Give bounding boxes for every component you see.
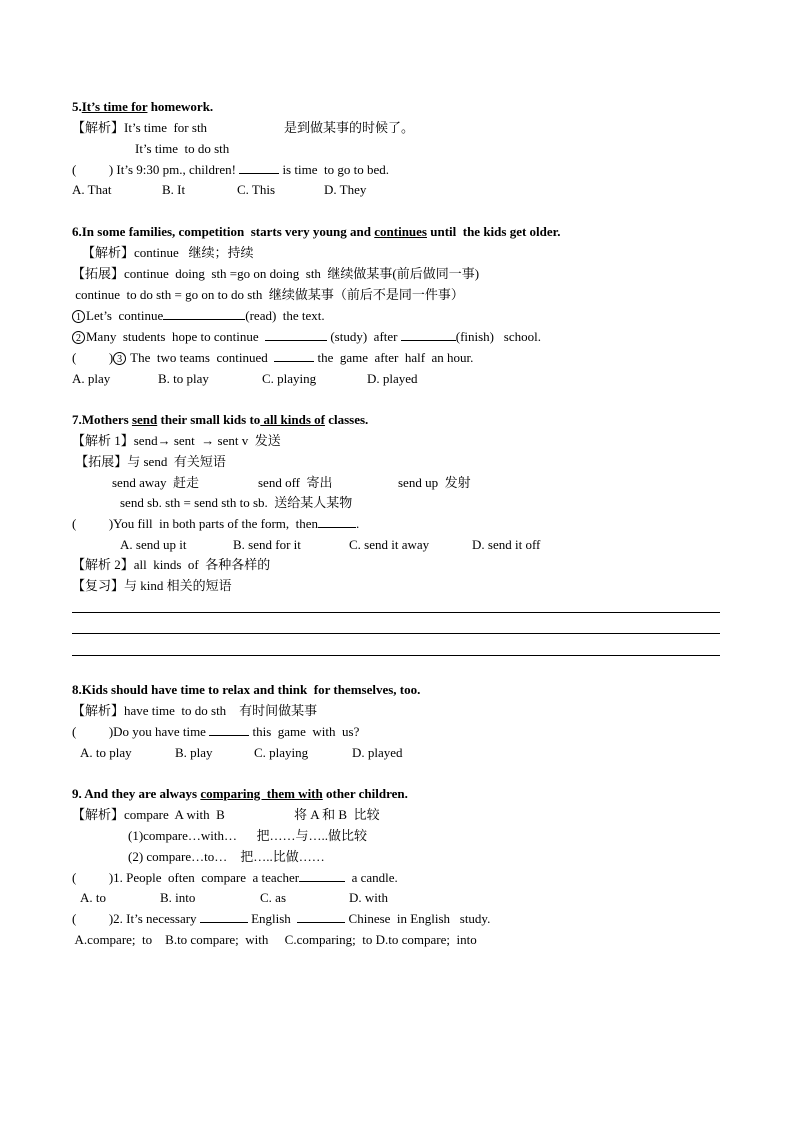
s6-extension-2: continue to do sth = go on to do sth 继续做某事（前后不是同一件事）: [72, 287, 464, 302]
s5-analysis-line2: It’s time to do sth: [135, 141, 230, 156]
s5-title: 5.It’s time for homework.: [72, 99, 214, 114]
s9-phrase-1: (1)compare…with… 把……与…..做比较: [128, 828, 368, 843]
answer-blank[interactable]: [401, 329, 456, 341]
s9-q2-options: A.compare; to B.to compare; with C.comparing; to D.to compare; into: [72, 932, 477, 947]
answer-blank[interactable]: [299, 870, 345, 882]
answer-blank[interactable]: [274, 350, 314, 362]
s6-title: 6.In some families, competition starts very young and continues until the kids get older.: [72, 224, 561, 239]
writing-line[interactable]: [72, 655, 720, 656]
worksheet-page: 5.It’s time for homework. 【解析】It’s time for sth 是到做某事的时候了。 It’s time to do sth ( ) It’s 9:30 pm., children! is time to go to bed. A. That B. It C. This D. They 6.In some families, competition starts very young and continues until the kids get older. 【解析】continue 继续；持续 【拓展】continue doing sth =go on doing sth 继续做某事(前后做同一事) continue to do sth = go on to do sth 继续做某事（前后不是同一件事） 1 Let’s continue (read) the text. 2 Many students hope to continue (study) after (finish) school. ( ) 3 The two teams continued the game after half an hour. A. play B. to play C. playing D. played 7.Mothers send their small kids to all kinds of classes. 【解析 1】send→ sent → sent v 发送 【拓展】与 send 有关短语 send away 赶走 send off 寄出 send up 发射 send sb. sth = send sth to sb. 送给某人某物 ( )You fill in both parts of the form, then . A. send up it B. send for it C. send it away D. send it off 【解析 2】all kinds of 各种各样的 【复习】与 kind 相关的短语 8.Kids should have time to relax and think for themselves, too. 【解析】have time to do sth 有时间做某事 ( )Do you have time this game with us? A. to play B. play C. playing D. played 9. And they are always comparing them with other children. 【解析】compare A with B 将 A 和 B 比较 (1)compare…with… 把……与…..做比较 (2) compare…to… 把…..比做…… ( )1. People often compare a teacher a candle. A. to B. into C. as D. with ( )2. It’s necessary English Chinese in English study. A.compare; to B.to compare; with C.comparing; to D.to compare; into: [0, 0, 794, 1123]
s7-extension: 【拓展】与 send 有关短语: [72, 454, 226, 469]
s7-question: ( )You fill in both parts of the form, then .: [72, 516, 360, 531]
s7-title: 7.Mothers send their small kids to all kinds of classes.: [72, 412, 369, 427]
s9-title: 9. And they are always comparing them with other children.: [72, 786, 408, 801]
s6-question-3: ( ) 3 The two teams continued the game after half an hour.: [72, 350, 474, 365]
s6-extension-1: 【拓展】continue doing sth =go on doing sth 继续做某事(前后做同一事): [72, 266, 480, 281]
answer-blank[interactable]: [163, 308, 245, 320]
answer-blank[interactable]: [297, 911, 345, 923]
answer-blank[interactable]: [200, 911, 248, 923]
answer-blank[interactable]: [318, 516, 356, 528]
s5-analysis-line1: 【解析】It’s time for sth 是到做某事的时候了。: [72, 120, 415, 135]
answer-blank[interactable]: [239, 162, 279, 174]
s6-question-2: 2 Many students hope to continue (study) after (finish) school.: [72, 329, 541, 345]
s9-question-1: ( )1. People often compare a teacher a candle.: [72, 870, 398, 885]
writing-line[interactable]: [72, 633, 720, 634]
s7-analysis-1: 【解析 1】send→ sent → sent v 发送: [72, 433, 281, 448]
s7-phrase-send-sb-sth: send sb. sth = send sth to sb. 送给某人某物: [120, 495, 353, 510]
s8-title: 8.Kids should have time to relax and think for themselves, too.: [72, 682, 421, 697]
s5-question: ( ) It’s 9:30 pm., children! is time to go to bed.: [72, 162, 389, 177]
s7-analysis-2: 【解析 2】all kinds of 各种各样的: [72, 557, 271, 572]
s9-question-2: ( )2. It’s necessary English Chinese in English study.: [72, 911, 491, 926]
s7-review: 【复习】与 kind 相关的短语: [72, 578, 232, 593]
answer-blank[interactable]: [265, 329, 327, 341]
s8-analysis: 【解析】have time to do sth 有时间做某事: [72, 703, 318, 718]
s8-question: ( )Do you have time this game with us?: [72, 724, 360, 739]
s9-phrase-2: (2) compare…to… 把…..比做……: [128, 849, 325, 864]
s6-analysis: 【解析】continue 继续；持续: [82, 245, 254, 260]
s9-analysis: 【解析】compare A with B 将 A 和 B 比较: [72, 807, 380, 822]
s6-question-1: 1 Let’s continue (read) the text.: [72, 308, 325, 324]
writing-line[interactable]: [72, 612, 720, 613]
answer-blank[interactable]: [209, 724, 249, 736]
